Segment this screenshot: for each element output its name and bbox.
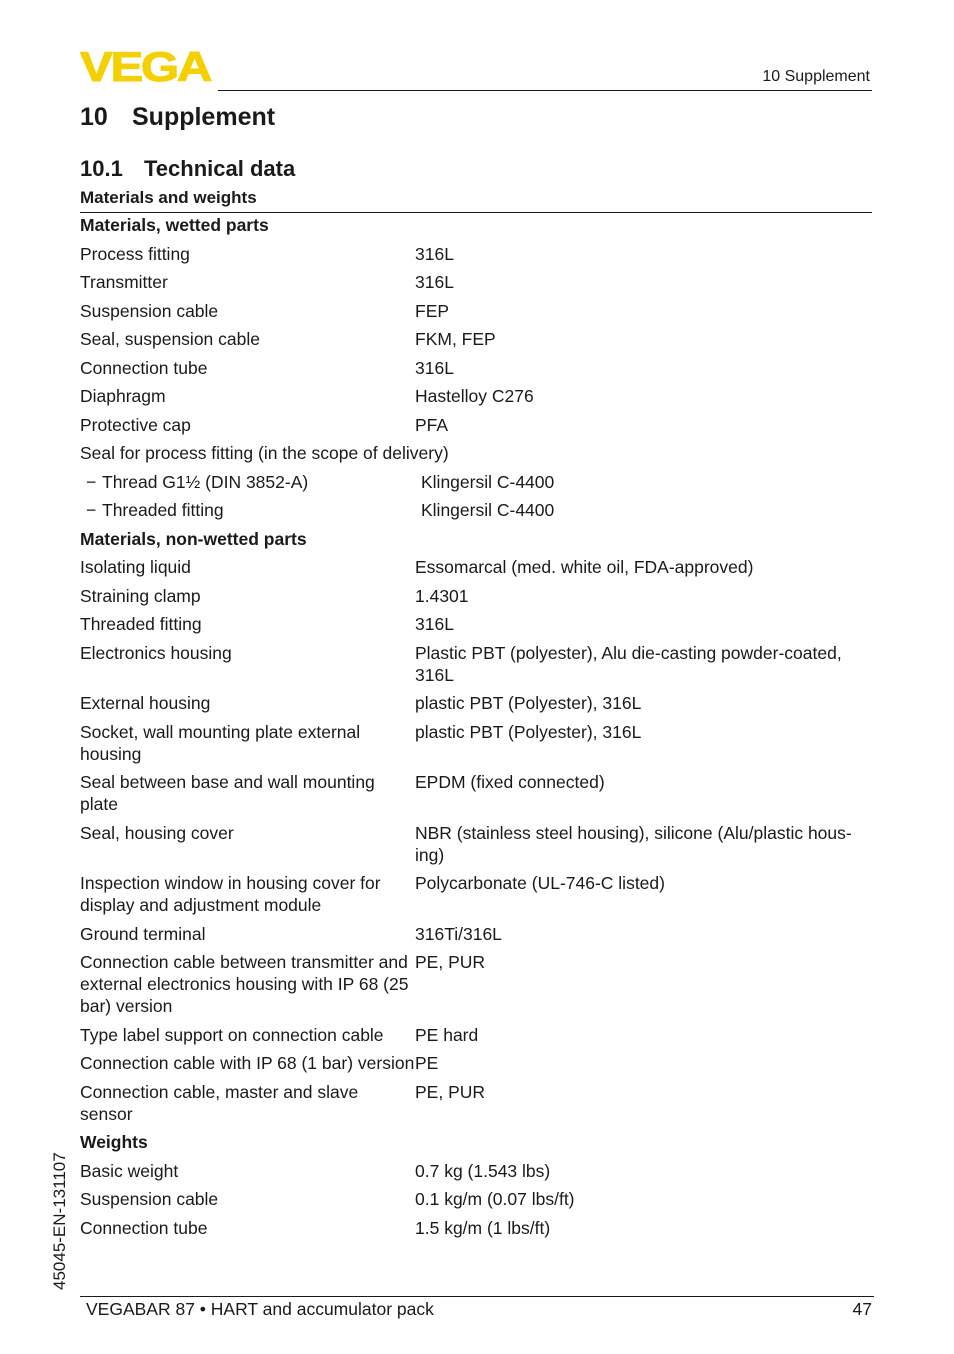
row-label-cell <box>80 613 415 635</box>
row-label: Seal, housing cover <box>80 822 234 843</box>
subheading: Weights <box>80 1132 148 1152</box>
row-label-cell <box>80 771 415 815</box>
table-row <box>80 1217 872 1239</box>
row-label: Diaphragm <box>80 386 166 406</box>
row-label-cell <box>80 923 415 945</box>
table-row <box>80 721 872 765</box>
subheading: Materials, wetted parts <box>80 215 269 235</box>
row-value: 1.4301 <box>415 585 469 606</box>
row-label-cell <box>80 357 415 379</box>
row-value: 316L <box>415 357 454 378</box>
table-row <box>80 499 872 521</box>
row-value: 316Ti/316L <box>415 923 502 944</box>
block-title: Materials and weights <box>80 188 257 207</box>
page-number: 47 <box>852 1299 872 1319</box>
row-label-cell <box>80 385 415 407</box>
table-row <box>80 414 872 436</box>
row-value: Klingersil C-4400 <box>421 471 555 492</box>
table-row <box>80 822 872 866</box>
table-row <box>80 328 872 350</box>
table-row <box>80 771 872 815</box>
row-label: Connection cable between transmitter and external electronics housing with IP 68 (25 bar) version <box>80 952 409 1016</box>
row-value: FKM, FEP <box>415 329 496 349</box>
footer-title: VEGABAR 87 • HART and accumulator pack <box>86 1299 434 1319</box>
row-value: PE, PUR <box>415 1081 486 1102</box>
row-value: Plastic PBT (polyester), Alu die-casting powder-coated, 316L <box>415 642 842 685</box>
block-rule <box>80 212 872 213</box>
row-value: Essomarcal (med. white oil, FDA-approved) <box>415 557 754 577</box>
row-value: PFA <box>415 414 449 435</box>
row-label: Suspension cable <box>80 1189 219 1209</box>
table-row <box>80 1052 872 1074</box>
row-value: PE <box>415 1053 439 1073</box>
chapter-heading <box>80 103 275 132</box>
running-head: 10 Supplement <box>762 68 870 85</box>
row-label: Isolating liquid <box>80 557 191 577</box>
row-label-cell <box>80 243 415 265</box>
list-dash: − <box>86 500 97 520</box>
row-label: Seal between base and wall mounting plate <box>80 772 375 814</box>
row-label-cell <box>80 300 415 322</box>
row-label: Electronics housing <box>80 642 232 663</box>
row-value: Polycarbonate (UL-746-C listed) <box>415 873 665 893</box>
chapter-number: 10 <box>80 103 108 131</box>
table-row <box>80 951 872 1017</box>
row-value: plastic PBT (Polyester), 316L <box>415 693 642 713</box>
row-label: External housing <box>80 693 211 713</box>
row-value: 316L <box>415 614 454 634</box>
row-label-cell <box>80 721 415 765</box>
row-label: Ground terminal <box>80 923 206 944</box>
table-row <box>80 692 872 714</box>
row-label: Seal for process fitting (in the scope of delivery) <box>80 443 449 463</box>
row-value: NBR (stainless steel housing), silicone (Alu/plastic hous-ing) <box>415 822 852 865</box>
row-label: Transmitter <box>80 272 168 292</box>
row-label: Socket, wall mounting plate external housing <box>80 721 361 764</box>
row-label-cell <box>80 1160 415 1182</box>
row-label: Connection tube <box>80 1217 208 1238</box>
row-value: PE, PUR <box>415 952 486 972</box>
row-value: Hastelloy C276 <box>415 386 534 406</box>
row-label-cell <box>80 499 421 521</box>
table-row <box>80 385 872 407</box>
row-label-cell <box>80 692 415 714</box>
table-row <box>80 1081 872 1125</box>
row-value: 1.5 kg/m (1 lbs/ft) <box>415 1217 551 1238</box>
section-heading <box>80 156 295 182</box>
row-label: Connection tube <box>80 357 208 378</box>
row-label-cell <box>80 1052 415 1074</box>
row-value: plastic PBT (Polyester), 316L <box>415 721 642 742</box>
row-value: PE hard <box>415 1024 479 1045</box>
table-row <box>80 243 872 265</box>
subheading: Materials, non-wetted parts <box>80 528 307 549</box>
row-value: 316L <box>415 272 454 292</box>
row-value: 316L <box>415 243 454 264</box>
row-label-cell <box>80 951 415 1017</box>
row-label-cell <box>80 642 415 686</box>
document-id: 45045-EN-131107 <box>50 1152 69 1290</box>
row-label: Inspection window in housing cover for display and adjustment module <box>80 873 381 915</box>
row-label: Connection cable with IP 68 (1 bar) version <box>80 1053 415 1073</box>
table-row <box>80 300 872 322</box>
table-row <box>80 642 872 686</box>
row-value: FEP <box>415 300 450 321</box>
row-label: Thread G1½ (DIN 3852-A) <box>102 471 309 492</box>
chapter-title: Supplement <box>132 103 276 131</box>
row-label-cell <box>80 471 421 493</box>
row-label: Connection cable, master and slave sensor <box>80 1081 359 1124</box>
table-row <box>80 923 872 945</box>
row-label-cell <box>80 328 415 350</box>
table-row <box>80 1024 872 1046</box>
row-label-cell <box>80 414 415 436</box>
row-label-cell <box>80 1081 415 1125</box>
table-row <box>80 357 872 379</box>
table-row <box>80 1160 872 1182</box>
row-label-cell <box>80 1024 415 1046</box>
row-label-cell <box>80 271 415 293</box>
vega-logo <box>80 50 212 84</box>
row-value: EPDM (fixed connected) <box>415 772 605 792</box>
technical-data-table <box>80 214 872 1239</box>
row-value: 0.1 kg/m (0.07 lbs/ft) <box>415 1189 575 1209</box>
row-value: Klingersil C-4400 <box>421 500 555 520</box>
section-number: 10.1 <box>80 156 123 181</box>
row-label-cell <box>80 822 415 866</box>
row-label-cell <box>80 1217 415 1239</box>
row-label: Straining clamp <box>80 585 201 606</box>
row-label-cell <box>80 1188 415 1210</box>
section-title: Technical data <box>144 156 296 181</box>
row-label-cell <box>80 556 415 578</box>
subheading-row <box>80 528 872 550</box>
row-label: Type label support on connection cable <box>80 1024 384 1045</box>
header-rule <box>218 90 872 91</box>
row-label-cell <box>80 872 415 916</box>
row-label: Threaded fitting <box>102 500 224 520</box>
table-row <box>80 872 872 916</box>
table-row <box>80 471 872 493</box>
row-label: Suspension cable <box>80 300 219 321</box>
footer-rule <box>80 1296 874 1297</box>
table-row <box>80 556 872 578</box>
row-label: Protective cap <box>80 414 191 435</box>
subheading-row <box>80 214 872 236</box>
row-label-cell <box>80 585 415 607</box>
row-label: Seal, suspension cable <box>80 329 260 349</box>
table-row <box>80 613 872 635</box>
row-label: Threaded fitting <box>80 614 202 634</box>
table-row <box>80 271 872 293</box>
row-label: Process fitting <box>80 243 190 264</box>
list-dash: − <box>86 471 97 492</box>
full-width-row <box>80 442 872 464</box>
logo-text: VEGA <box>80 50 212 84</box>
row-label: Basic weight <box>80 1160 179 1181</box>
row-value: 0.7 kg (1.543 lbs) <box>415 1160 551 1181</box>
table-row <box>80 1188 872 1210</box>
table-row <box>80 585 872 607</box>
subheading-row <box>80 1131 872 1153</box>
